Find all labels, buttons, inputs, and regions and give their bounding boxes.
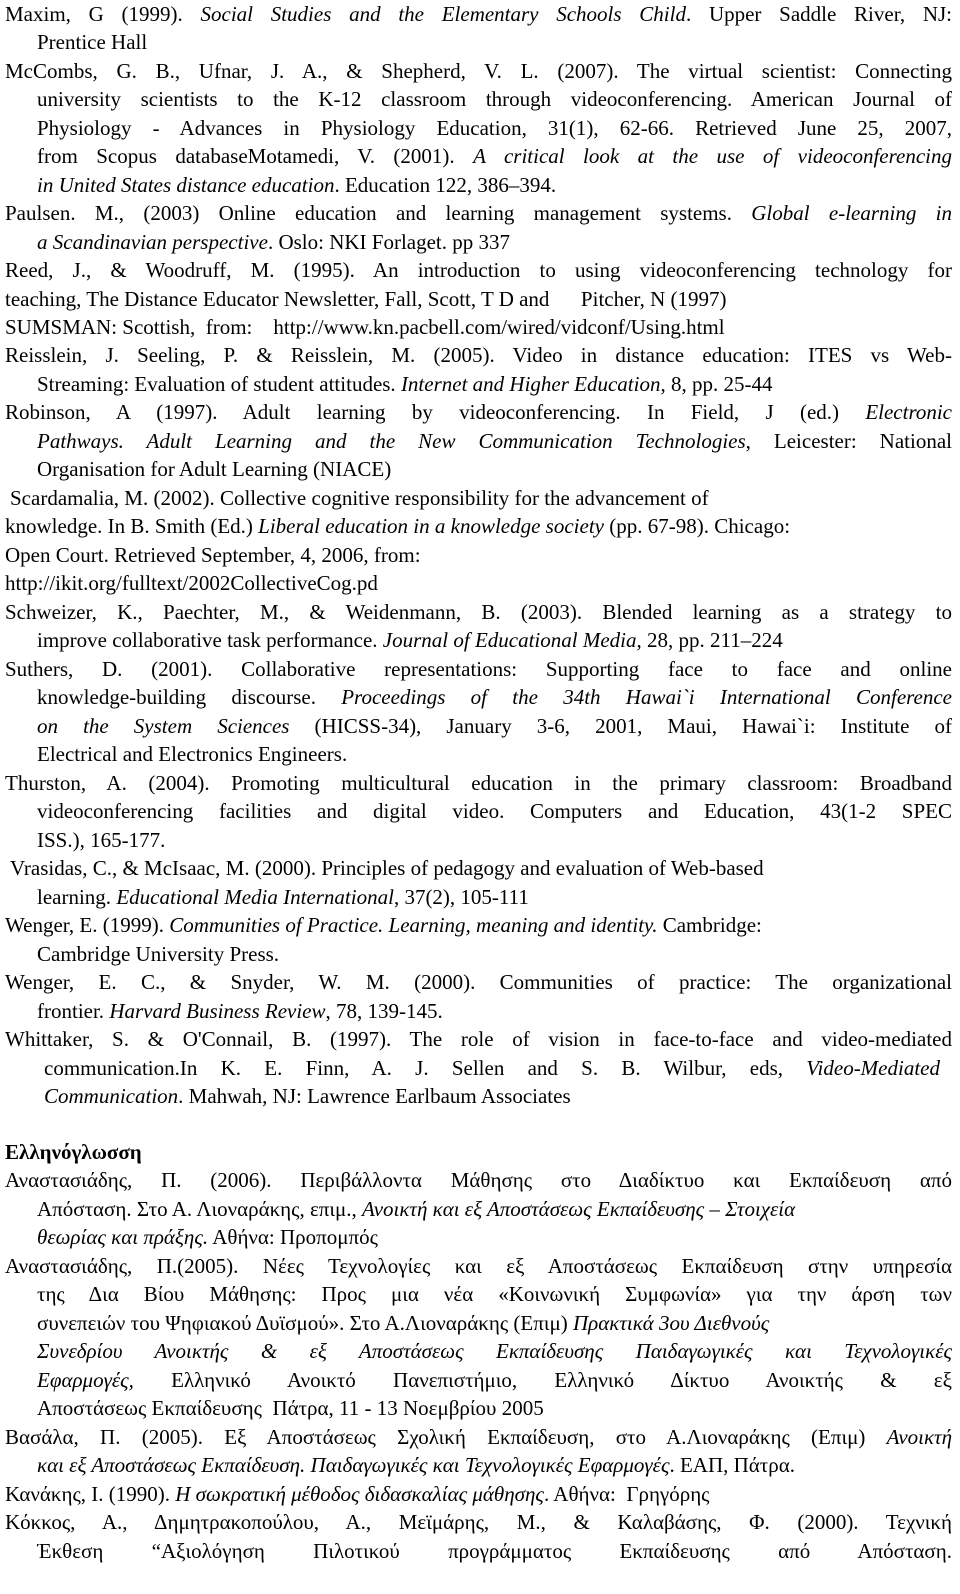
- reference-line: [37, 228, 510, 256]
- reference-line: [5, 1025, 952, 1053]
- reference-line: [37, 1195, 952, 1223]
- text-run: Απόσταση. Στο Α. Λιοναράκης, επιμ.,: [37, 1197, 363, 1221]
- italic-text: Educational Media International: [116, 885, 394, 909]
- reference-line: [37, 142, 952, 170]
- text-run: Whittaker, S. & O'Connail, B. (1997). The role of vision in face-to-face and video-mediated: [5, 1027, 952, 1051]
- italic-text: Global e-learning in: [751, 201, 952, 225]
- reference-line: [5, 598, 952, 626]
- reference-line: [37, 455, 391, 483]
- reference-line: [37, 740, 347, 768]
- text-run: (pp. 67-98). Chicago:: [603, 514, 791, 538]
- section-heading-greek: Ελληνόγλωσση: [5, 1140, 142, 1164]
- text-run: Αναστασιάδης, Π. (2006). Περιβάλλοντα Μάθησης στο Διαδίκτυο και Εκπαίδευση από: [5, 1168, 952, 1192]
- italic-text: Internet and Higher Education: [400, 372, 661, 396]
- text-run: Κόκκος, Α., Δημητρακοπούλου, Α., Μεϊμάρης, Μ., & Καλαβάσης, Φ. (2000). Τεχνική: [5, 1510, 952, 1534]
- italic-text: Πρακτικά 3ου Διεθνούς: [573, 1311, 770, 1335]
- text-run: Ελληνικό Ανοικτό Πανεπιστήμιο, Ελληνικό Δίκτυο Ανοικτής & εξ: [133, 1368, 952, 1392]
- reference-line: [37, 883, 529, 911]
- text-run: , 28, pp. 211–224: [636, 628, 783, 652]
- text-run: university scientists to the K-12 classroom through videoconferencing. American Journal of: [37, 87, 952, 111]
- reference-line: [37, 1394, 544, 1422]
- text-run: Αθήνα: Προπομπός: [208, 1225, 378, 1249]
- reference-line: [5, 199, 952, 227]
- text-run: McCombs, G. B., Ufnar, J. A., & Shepherd, V. L. (2007). The virtual scientist: Connecting: [5, 59, 952, 83]
- italic-text: Harvard Business Review: [109, 999, 326, 1023]
- text-run: Robinson, A (1997). Adult learning by videoconferencing. In Field, J (ed.): [5, 400, 866, 424]
- text-run: Αποστάσεως Εκπαίδευσης Πάτρα, 11 - 13 Νοεμβρίου 2005: [37, 1396, 544, 1420]
- text-run: Cambridge University Press.: [37, 942, 280, 966]
- text-run: Βασάλα, Π. (2005). Εξ Αποστάσεως Σχολική Εκπαίδευση, στο Α.Λιοναράκης (Επιμ): [5, 1425, 887, 1449]
- reference-line: [5, 911, 952, 939]
- italic-text: Ανοικτή: [886, 1425, 952, 1449]
- text-run: Έκθεση “Αξιολόγηση Πιλοτικού προγράμματος Εκπαίδευσης από Απόσταση.: [37, 1539, 952, 1563]
- italic-text: και εξ Αποστάσεως Εκπαίδευση. Παιδαγωγικές και Τεχνολογικές Εφαρμογές: [37, 1453, 670, 1477]
- text-run: improve collaborative task performance.: [37, 628, 383, 652]
- text-run: Maxim, G (1999).: [5, 2, 201, 26]
- reference-line: [37, 997, 443, 1025]
- text-run: frontier.: [37, 999, 110, 1023]
- text-run: Wenger, E. (1999).: [5, 913, 170, 937]
- text-run: συνεπειών του Ψηφιακού Δυϊσμού». Στο Α.Λιοναράκης (Επιμ): [37, 1311, 573, 1335]
- text-run: . Mahwah, NJ: Lawrence Earlbaum Associates: [178, 1084, 571, 1108]
- text-run: Streaming: Evaluation of student attitudes.: [37, 372, 401, 396]
- text-run: Suthers, D. (2001). Collaborative representations: Supporting face to face and online: [5, 657, 952, 681]
- reference-line: [37, 114, 952, 142]
- reference-line: [5, 57, 952, 85]
- reference-line: [37, 171, 556, 199]
- italic-text: A critical look at the use of videoconferencing: [473, 144, 952, 168]
- reference-line: [44, 1082, 571, 1110]
- reference-line: [5, 1480, 710, 1508]
- text-run: . Αθήνα: Γρηγόρης: [543, 1482, 710, 1506]
- italic-text: a Scandinavian perspective: [37, 230, 268, 254]
- reference-line: [5, 1508, 952, 1536]
- text-run: Reed, J., & Woodruff, M. (1995). An introduction to using videoconferencing technology for: [5, 258, 952, 282]
- text-run: Thurston, A. (2004). Promoting multicultural education in the primary classroom: Broadband: [5, 771, 952, 795]
- reference-line: [10, 484, 709, 512]
- reference-line: [37, 826, 165, 854]
- text-run: της Δια Βίου Μάθησης: Προς μια νέα «Κοινωνική Συμφωνία» για την άρση των: [37, 1282, 952, 1306]
- reference-line: [5, 1166, 952, 1194]
- italic-text: Communities of Practice. Learning, meaning and identity.: [169, 913, 658, 937]
- text-run: knowledge. In B. Smith (Ed.): [5, 514, 259, 538]
- text-run: . Oslo: NKI Forlaget. pp 337: [267, 230, 511, 254]
- italic-text: Η σωκρατική μέθοδος διδασκαλίας μάθησης: [175, 1482, 544, 1506]
- reference-line: [37, 1223, 378, 1251]
- reference-line: [5, 1423, 952, 1451]
- text-run: . Upper Saddle River, NJ:: [685, 2, 952, 26]
- text-run: Κανάκης, Ι. (1990).: [5, 1482, 176, 1506]
- reference-line: [5, 968, 952, 996]
- text-run: Schweizer, K., Paechter, M., & Weidenmann, B. (2003). Blended learning as a strategy to: [5, 600, 952, 624]
- text-run: Reisslein, J. Seeling, P. & Reisslein, M. (2005). Video in distance education: ITES vs Web-: [5, 343, 952, 367]
- reference-line: [37, 1309, 952, 1337]
- reference-line: [5, 0, 952, 28]
- reference-line: [5, 1252, 952, 1280]
- text-run: http://ikit.org/fulltext/2002CollectiveCog.pd: [5, 571, 378, 595]
- text-run: Organisation for Adult Learning (NIACE): [37, 457, 392, 481]
- reference-line: [5, 341, 952, 369]
- text-run: SUMSMAN: Scottish, from: http://www.kn.pacbell.com/wired/vidconf/Using.html: [5, 315, 725, 339]
- italic-text: Communication: [44, 1084, 179, 1108]
- text-run: Open Court. Retrieved September, 4, 2006, from:: [5, 543, 421, 567]
- reference-line: [37, 85, 952, 113]
- reference-line: [5, 398, 952, 426]
- reference-line: [5, 769, 952, 797]
- reference-line: [10, 854, 764, 882]
- italic-text: Video-Mediated: [806, 1056, 940, 1080]
- reference-line: [5, 541, 421, 569]
- reference-line: [37, 1451, 795, 1479]
- text-run: knowledge-building discourse.: [37, 685, 342, 709]
- italic-text: in United States distance education: [37, 173, 335, 197]
- italic-text: Εφαρμογές,: [37, 1368, 134, 1392]
- text-run: learning.: [37, 885, 117, 909]
- text-run: Physiology - Advances in Physiology Education, 31(1), 62-66. Retrieved June 25, 2007,: [37, 116, 952, 140]
- reference-line: [5, 256, 952, 284]
- reference-line: [5, 285, 726, 313]
- reference-line: [37, 683, 952, 711]
- text-run: Wenger, E. C., & Snyder, W. M. (2000). Communities of practice: The organizational: [5, 970, 952, 994]
- italic-text: Social Studies and the Elementary Schools Child: [200, 2, 686, 26]
- reference-line: [5, 313, 725, 341]
- italic-text: Proceedings of the 34th Hawai`i International Conference: [341, 685, 952, 709]
- text-run: . ΕΑΠ, Πάτρα.: [669, 1453, 795, 1477]
- text-run: from Scopus databaseMotamedi, V. (2001).: [37, 144, 474, 168]
- text-run: teaching, The Distance Educator Newsletter, Fall, Scott, T D and Pitcher, N (1997): [5, 287, 727, 311]
- reference-line: [37, 1366, 952, 1394]
- reference-line: [37, 1337, 952, 1365]
- text-run: ISS.), 165-177.: [37, 828, 166, 852]
- text-run: , 78, 139-145.: [325, 999, 443, 1023]
- reference-line: [37, 626, 783, 654]
- reference-line: [5, 569, 378, 597]
- reference-line: [44, 1054, 940, 1082]
- text-run: videoconferencing facilities and digital video. Computers and Education, 43(1-2 SPEC: [37, 799, 952, 823]
- reference-line: [37, 940, 279, 968]
- text-run: , 8, pp. 25-44: [660, 372, 773, 396]
- text-run: . Education 122, 386–394.: [334, 173, 557, 197]
- italic-text: on the System Sciences: [37, 714, 290, 738]
- italic-text: Liberal education in a knowledge society: [258, 514, 604, 538]
- reference-line: [37, 427, 952, 455]
- text-run: communication.In K. E. Finn, A. J. Sellen and S. B. Wilbur, eds,: [44, 1056, 807, 1080]
- reference-line: [37, 28, 147, 56]
- text-run: Cambridge:: [657, 913, 762, 937]
- italic-text: Journal of Educational Media: [382, 628, 637, 652]
- text-run: Paulsen. M., (2003) Online education and learning management systems.: [5, 201, 752, 225]
- text-run: Scardamalia, M. (2002). Collective cognitive responsibility for the advancement of: [10, 486, 709, 510]
- text-run: , 37(2), 105-111: [393, 885, 529, 909]
- italic-text: Συνεδρίου Ανοικτής & εξ Αποστάσεως Εκπαίδευσης Παιδαγωγικές και Τεχνολογικές: [37, 1339, 952, 1363]
- reference-line: [37, 1280, 952, 1308]
- italic-text: Electronic: [865, 400, 952, 424]
- italic-text: Ανοικτή και εξ Αποστάσεως Εκπαίδευσης – Στοιχεία: [362, 1197, 796, 1221]
- text-run: , Leicester: National: [745, 429, 952, 453]
- text-run: (HICSS-34), January 3-6, 2001, Maui, Hawai`i: Institute of: [289, 714, 952, 738]
- reference-line: [5, 655, 952, 683]
- reference-line: [37, 797, 952, 825]
- text-run: Prentice Hall: [37, 30, 148, 54]
- reference-line: [37, 712, 952, 740]
- text-run: Vrasidas, C., & McIsaac, M. (2000). Principles of pedagogy and evaluation of Web-based: [10, 856, 764, 880]
- italic-text: Pathways. Adult Learning and the New Communication Technologies: [37, 429, 746, 453]
- reference-line: [37, 370, 772, 398]
- italic-text: θεωρίας και πράξης.: [37, 1225, 209, 1249]
- text-run: Αναστασιάδης, Π.(2005). Νέες Τεχνολογίες και εξ Αποστάσεως Εκπαίδευση στην υπηρεσία: [5, 1254, 952, 1278]
- reference-line: [37, 1537, 952, 1565]
- text-run: Electrical and Electronics Engineers.: [37, 742, 348, 766]
- reference-line: [5, 512, 790, 540]
